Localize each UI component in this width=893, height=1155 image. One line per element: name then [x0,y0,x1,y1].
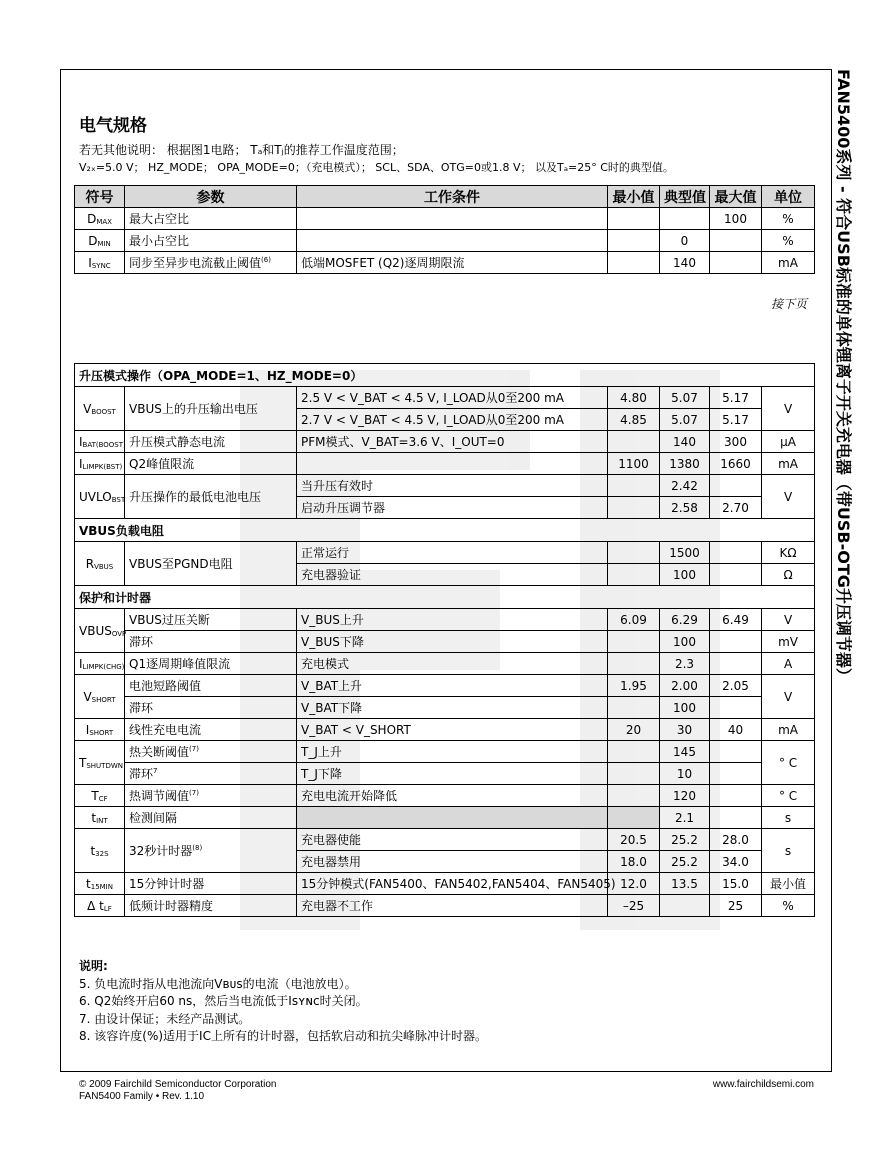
table-header-row [75,186,815,208]
min-cell [608,653,660,675]
max-cell: 300 [710,431,762,453]
doc-revision: FAN5400 Family • Rev. 1.10 [79,1091,205,1102]
min-cell [608,208,660,230]
cond-cell: 充电器使能 [297,829,608,851]
table-row [75,252,815,274]
min-cell [608,230,660,252]
symbol-cell: t32S [75,829,125,873]
symbol-cell: DMAX [75,208,125,230]
cond-cell [297,807,608,829]
conditions-line-1: 若无其他说明： 根据图1电路； Tₐ和Tⱼ的推荐工作温度范围； [79,143,404,157]
unit-cell: mA [762,719,815,741]
table-row [75,675,815,697]
symbol-cell: UVLOBST [75,475,125,519]
cond-cell: 充电器不工作 [297,895,608,917]
unit-cell: % [762,230,815,252]
typ-cell: 13.5 [660,873,710,895]
symbol-cell: ISHORT [75,719,125,741]
table-row [75,719,815,741]
min-cell [608,475,660,497]
col-header: 最小值 [608,186,660,208]
param-cell: VBUS至PGND电阻 [125,542,297,586]
min-cell [608,741,660,763]
cond-cell: 启动升压调节器 [297,497,608,519]
unit-cell: mA [762,453,815,475]
symbol-cell: Δ tLF [75,895,125,917]
cond-cell: T_J上升 [297,741,608,763]
cond-cell: V_BAT下降 [297,697,608,719]
max-cell [710,631,762,653]
max-cell: 25 [710,895,762,917]
cond-cell: 15分钟模式(FAN5400、FAN5402,FAN5404、FAN5405) [297,873,608,895]
max-cell: 40 [710,719,762,741]
section-title: 电气规格 [79,116,147,136]
min-cell: 12.0 [608,873,660,895]
max-cell: 6.49 [710,609,762,631]
cond-cell: 充电器禁用 [297,851,608,873]
max-cell [710,475,762,497]
max-cell: 34.0 [710,851,762,873]
param-cell: 同步至异步电流截止阈值$^{(6)}$ [125,252,297,274]
symbol-cell: t15MIN [75,873,125,895]
param-cell: 检测间隔 [125,807,297,829]
typ-cell: 1380 [660,453,710,475]
min-cell: 20 [608,719,660,741]
param-cell: 升压模式静态电流 [125,431,297,453]
cond-cell: V_BAT上升 [297,675,608,697]
section-heading: VBUS负载电阻 [75,519,815,542]
symbol-cell: ISYNC [75,252,125,274]
table-row [75,829,815,851]
typ-cell: 10 [660,763,710,785]
min-cell: 1100 [608,453,660,475]
param-cell: VBUS上的升压输出电压 [125,387,297,431]
symbol-cell: VSHORT [75,675,125,719]
param-cell: 15分钟计时器 [125,873,297,895]
min-cell: 6.09 [608,609,660,631]
min-cell: –25 [608,895,660,917]
min-cell [608,564,660,586]
section-heading: 保护和计时器 [75,586,815,609]
max-cell [710,230,762,252]
unit-cell: V [762,475,815,519]
param-cell: 最小占空比 [125,230,297,252]
table-row [75,431,815,453]
unit-cell: mV [762,631,815,653]
cond-cell [297,453,608,475]
typ-cell: 2.00 [660,675,710,697]
col-header: 最大值 [710,186,762,208]
col-header: 典型值 [660,186,710,208]
unit-cell: mA [762,252,815,274]
note-item: 7. 由设计保证；未经产品测试。 [79,1011,251,1026]
cond-cell [297,230,608,252]
typ-cell: 5.07 [660,409,710,431]
unit-cell: 最小值 [762,873,815,895]
unit-cell: V [762,609,815,631]
cond-cell: 2.5 V < V_BAT < 4.5 V, I_LOAD从0至200 mA [297,387,608,409]
typ-cell: 25.2 [660,829,710,851]
spec-table-1 [74,185,815,274]
cond-cell: 充电器验证 [297,564,608,586]
table-row [75,609,815,631]
table-row [75,631,815,653]
max-cell [710,542,762,564]
max-cell [710,807,762,829]
cond-cell: V_BAT < V_SHORT [297,719,608,741]
typ-cell: 5.07 [660,387,710,409]
typ-cell: 100 [660,631,710,653]
section-row [75,519,815,542]
min-cell [608,807,660,829]
min-cell: 4.85 [608,409,660,431]
vertical-product-title: FAN5400系列 - 符合USB标准的单体锂离子开关充电器（带USB-OTG升压调节器） [834,69,853,684]
typ-cell: 100 [660,564,710,586]
section-row [75,364,815,387]
cond-cell: 低端MOSFET (Q2)逐周期限流 [297,252,608,274]
symbol-cell: ILIMPK(BST) [75,453,125,475]
typ-cell: 6.29 [660,609,710,631]
col-header: 工作条件 [297,186,608,208]
symbol-cell: VBUSOVP [75,609,125,653]
table-row [75,895,815,917]
unit-cell: Ω [762,564,815,586]
typ-cell: 0 [660,230,710,252]
continued-label: 接下页 [770,297,807,311]
cond-cell: 2.7 V < V_BAT < 4.5 V, I_LOAD从0至200 mA [297,409,608,431]
typ-cell [660,208,710,230]
note-item: 5. 负电流时指从电池流向Vʙᴜꜱ的电流（电池放电）。 [79,976,357,991]
unit-cell: KΩ [762,542,815,564]
param-cell: 滞环 [125,697,297,719]
max-cell [710,252,762,274]
max-cell: 5.17 [710,409,762,431]
max-cell: 100 [710,208,762,230]
typ-cell: 2.58 [660,497,710,519]
typ-cell: 145 [660,741,710,763]
param-cell: 低频计时器精度 [125,895,297,917]
section-heading: 升压模式操作（OPA_MODE=1、HZ_MODE=0） [75,364,815,387]
typ-cell [660,895,710,917]
unit-cell: s [762,807,815,829]
param-cell: VBUS过压关断 [125,609,297,631]
col-header: 单位 [762,186,815,208]
unit-cell: s [762,829,815,873]
col-header: 参数 [125,186,297,208]
typ-cell: 120 [660,785,710,807]
cond-cell [297,208,608,230]
unit-cell: V [762,387,815,431]
param-cell: 滞环 [125,631,297,653]
table-row [75,475,815,497]
cond-cell: V_BUS上升 [297,609,608,631]
min-cell [608,431,660,453]
cond-cell: 充电模式 [297,653,608,675]
unit-cell: % [762,895,815,917]
param-cell: 滞环$^7$ [125,763,297,785]
symbol-cell: DMIN [75,230,125,252]
param-cell: Q1逐周期峰值限流 [125,653,297,675]
param-cell: 最大占空比 [125,208,297,230]
max-cell: 1660 [710,453,762,475]
table-row [75,208,815,230]
max-cell [710,785,762,807]
symbol-cell: TCF [75,785,125,807]
footer-left [79,1079,276,1103]
cond-cell: V_BUS下降 [297,631,608,653]
param-cell: 电池短路阈值 [125,675,297,697]
table-row [75,807,815,829]
note-item: 8. 该容许度(%)适用于IC上所有的计时器，包括软启动和抗尖峰脉冲计时器。 [79,1029,487,1043]
min-cell: 1.95 [608,675,660,697]
cond-cell: PFM模式、V_BAT=3.6 V、I_OUT=0 [297,431,608,453]
table-row [75,873,815,895]
max-cell: 2.70 [710,497,762,519]
section-row [75,586,815,609]
unit-cell: V [762,675,815,719]
max-cell [710,653,762,675]
unit-cell: ° C [762,785,815,807]
typ-cell: 1500 [660,542,710,564]
symbol-cell: TSHUTDWN [75,741,125,785]
typ-cell: 100 [660,697,710,719]
notes-block [79,958,487,1046]
max-cell: 15.0 [710,873,762,895]
spec-table-2 [74,363,815,917]
min-cell [608,497,660,519]
table-row [75,230,815,252]
min-cell [608,252,660,274]
min-cell [608,763,660,785]
typ-cell: 30 [660,719,710,741]
symbol-cell: RVBUS [75,542,125,586]
col-header: 符号 [75,186,125,208]
table-row [75,653,815,675]
symbol-cell: tINT [75,807,125,829]
min-cell [608,785,660,807]
typ-cell: 140 [660,431,710,453]
max-cell [710,741,762,763]
max-cell [710,763,762,785]
typ-cell: 2.1 [660,807,710,829]
param-cell: 升压操作的最低电池电压 [125,475,297,519]
unit-cell: A [762,653,815,675]
table-row [75,741,815,763]
min-cell: 4.80 [608,387,660,409]
param-cell: Q2峰值限流 [125,453,297,475]
note-item: 6. Q2始终开启60 ns，然后当电流低于Iꜱʏɴᴄ时关闭。 [79,994,368,1008]
max-cell [710,564,762,586]
cond-cell: 正常运行 [297,542,608,564]
min-cell [608,631,660,653]
max-cell: 2.05 [710,675,762,697]
min-cell: 18.0 [608,851,660,873]
website-link[interactable]: www.fairchildsemi.com [712,1079,814,1090]
typ-cell: 140 [660,252,710,274]
unit-cell: μA [762,431,815,453]
unit-cell: ° C [762,741,815,785]
max-cell [710,697,762,719]
unit-cell: % [762,208,815,230]
typ-cell: 25.2 [660,851,710,873]
table-row [75,453,815,475]
symbol-cell: IBAT(BOOST) [75,431,125,453]
conditions-line-2: V₂ₓ=5.0 V； HZ_MODE； OPA_MODE=0；（充电模式）； SCL、SDA、OTG=0或1.8 V； 以及Tₐ=25° C时的典型值。 [79,161,674,174]
cond-cell: 充电电流开始降低 [297,785,608,807]
copyright: © 2009 Fairchild Semiconductor Corporation [79,1079,277,1090]
table-row [75,387,815,409]
table-row [75,697,815,719]
param-cell: 32秒计时器$^{(8)}$ [125,829,297,873]
param-cell: 热关断阈值$^{(7)}$ [125,741,297,763]
max-cell: 5.17 [710,387,762,409]
notes-heading: 说明: [79,959,108,973]
max-cell: 28.0 [710,829,762,851]
symbol-cell: ILIMPK(CHG) [75,653,125,675]
table-row [75,785,815,807]
typ-cell: 2.42 [660,475,710,497]
symbol-cell: VBOOST [75,387,125,431]
cond-cell: 当升压有效时 [297,475,608,497]
table-row [75,542,815,564]
param-cell: 线性充电电流 [125,719,297,741]
typ-cell: 2.3 [660,653,710,675]
min-cell [608,697,660,719]
cond-cell: T_J下降 [297,763,608,785]
table-row [75,763,815,785]
min-cell [608,542,660,564]
param-cell: 热调节阈值$^{(7)}$ [125,785,297,807]
min-cell: 20.5 [608,829,660,851]
